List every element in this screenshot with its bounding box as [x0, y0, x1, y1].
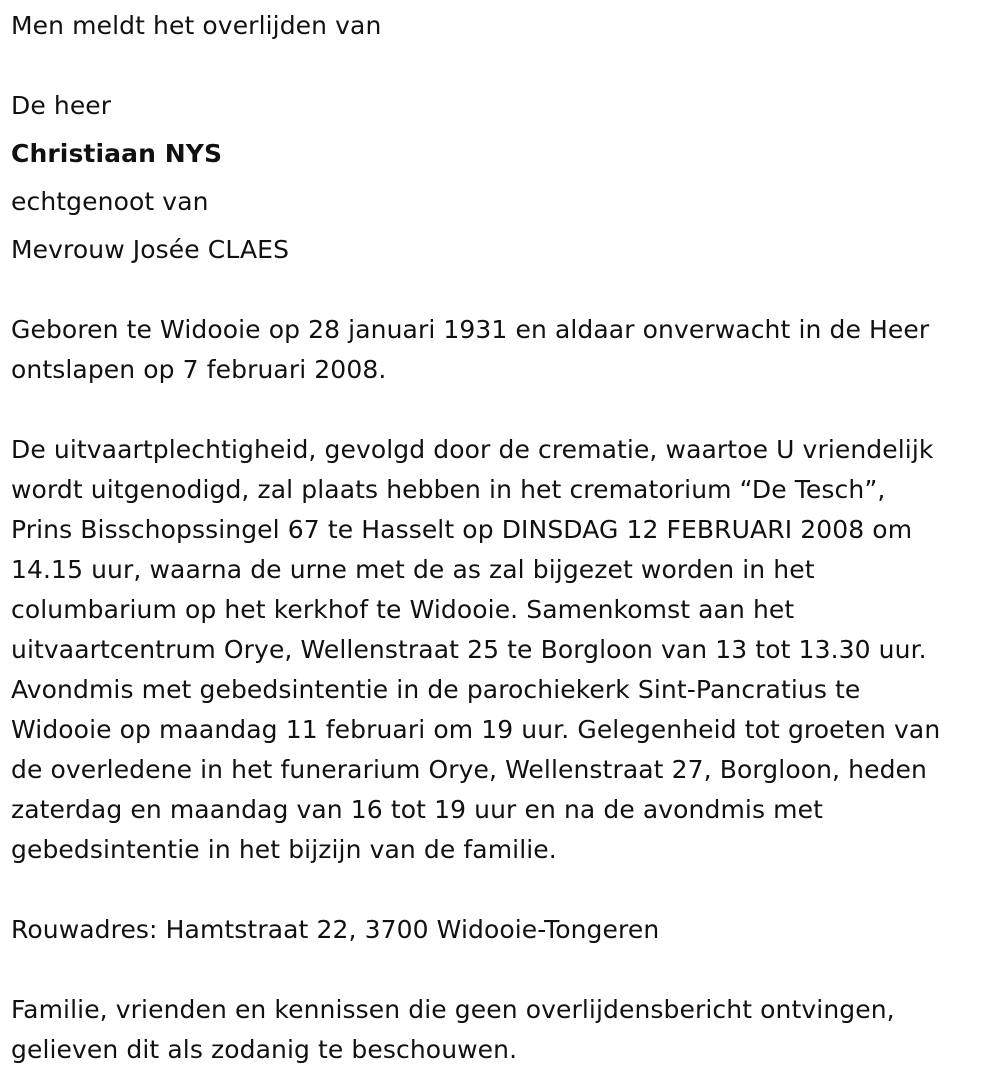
- funeral-details-line: gebedsintentie in het bijzijn van de familie.: [11, 835, 557, 864]
- funeral-details-line: Widooie op maandag 11 februari om 19 uur. Gelegenheid tot groeten van: [11, 715, 941, 744]
- mourning-address: Rouwadres: Hamtstraat 22, 3700 Widooie-Tongeren: [11, 915, 660, 944]
- funeral-details-line: 14.15 uur, waarna de urne met de as zal bijgezet worden in het: [11, 555, 815, 584]
- funeral-details-line: De uitvaartplechtigheid, gevolgd door de crematie, waartoe U vriendelijk: [11, 435, 934, 464]
- funeral-details-line: uitvaartcentrum Orye, Wellenstraat 25 te Borgloon van 13 tot 13.30 uur.: [11, 635, 927, 664]
- salutation: De heer: [11, 91, 112, 120]
- funeral-details-line: wordt uitgenodigd, zal plaats hebben in het crematorium “De Tesch”,: [11, 475, 886, 504]
- deceased-name: Christiaan NYS: [11, 139, 223, 168]
- funeral-details-line: Prins Bisschopssingel 67 te Hasselt op DINSDAG 12 FEBRUARI 2008 om: [11, 515, 913, 544]
- closing-line: gelieven dit als zodanig te beschouwen.: [11, 1035, 518, 1064]
- funeral-details-line: Avondmis met gebedsintentie in de parochiekerk Sint-Pancratius te: [11, 675, 861, 704]
- birth-death-line: Geboren te Widooie op 28 januari 1931 en aldaar onverwacht in de Heer: [11, 315, 930, 344]
- funeral-details-line: de overledene in het funerarium Orye, Wellenstraat 27, Borgloon, heden: [11, 755, 927, 784]
- spouse-name: Mevrouw Josée CLAES: [11, 235, 290, 264]
- birth-death-line: ontslapen op 7 februari 2008.: [11, 355, 387, 384]
- intro-text: Men meldt het overlijden van: [11, 11, 382, 40]
- funeral-details-line: columbarium op het kerkhof te Widooie. Samenkomst aan het: [11, 595, 795, 624]
- closing-line: Familie, vrienden en kennissen die geen overlijdensbericht ontvingen,: [11, 995, 895, 1024]
- relation-text: echtgenoot van: [11, 187, 209, 216]
- funeral-details-line: zaterdag en maandag van 16 tot 19 uur en na de avondmis met: [11, 795, 823, 824]
